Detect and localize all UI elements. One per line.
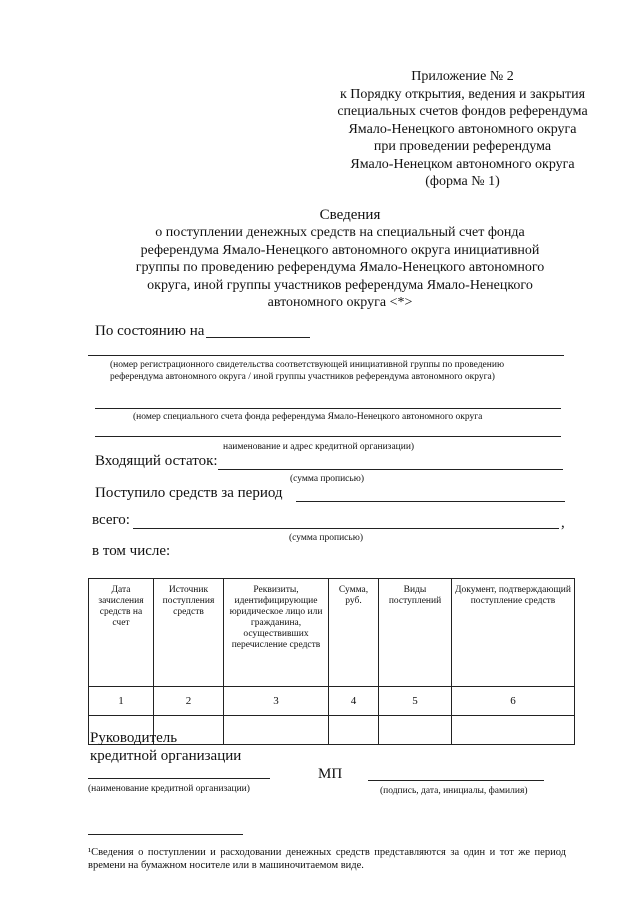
table-header-cell: Виды поступлений: [379, 579, 452, 687]
received-label: Поступило средств за период: [95, 485, 283, 501]
column-number: 3: [224, 687, 329, 716]
account-caption: (номер специального счета фонда референдума Ямало-Ненецкого автономного округа: [133, 412, 483, 422]
appendix-line: Ямало-Ненецком автономного округа: [350, 156, 575, 172]
bank-name-field[interactable]: [95, 436, 561, 437]
signature-head-label: Руководитель: [90, 730, 178, 746]
signature-head-label: кредитной организации: [90, 748, 242, 764]
intro-line: автономного округа <*>: [267, 295, 413, 310]
including-label: в том числе:: [92, 543, 171, 559]
registration-number-field[interactable]: [88, 355, 564, 356]
sum-words-caption: (сумма прописью): [290, 474, 364, 484]
column-number: 2: [154, 687, 224, 716]
opening-balance-label: Входящий остаток:: [95, 453, 218, 469]
opening-balance-field[interactable]: [218, 469, 563, 470]
signature-caption: (подпись, дата, инициалы, фамилия): [380, 786, 528, 796]
intro-line: о поступлении денежных средств на специальный счет фонда: [155, 225, 525, 240]
table-cell[interactable]: [224, 716, 329, 745]
appendix-line: (форма № 1): [425, 174, 500, 189]
total-comma: ,: [561, 515, 565, 531]
registration-caption: референдума автономного округа / иной группы участников референдума автономного округа): [110, 372, 495, 382]
footnote: ¹Сведения о поступлении и расходовании денежных средств представляются за один и тот же период времени на бумажном носителе или в машиночитаемом виде.: [88, 847, 566, 871]
intro-line: референдума Ямало-Ненецкого автономного округа инициативной: [140, 242, 540, 258]
intro-line: группы по проведению референдума Ямало-Ненецкого автономного: [135, 260, 545, 275]
table-number-row: [89, 687, 575, 716]
table-cell[interactable]: [329, 716, 379, 745]
account-number-field[interactable]: [95, 408, 561, 409]
appendix-line: Приложение № 2: [411, 69, 514, 84]
receipts-table: [88, 578, 575, 745]
document-intro: [95, 224, 585, 312]
organization-name-field[interactable]: [88, 778, 270, 779]
column-number: 4: [329, 687, 379, 716]
intro-line: округа, иной группы участников референдума Ямало-Ненецкого: [147, 277, 533, 293]
as-of-label: По состоянию на: [95, 323, 205, 339]
appendix-line: при проведении референдума: [373, 139, 552, 154]
column-number: 5: [379, 687, 452, 716]
column-number: 6: [452, 687, 575, 716]
table-header-cell: Документ, подтверждающий поступление средств: [452, 579, 575, 687]
signature-field[interactable]: [368, 780, 544, 781]
table-header-row: [89, 579, 575, 687]
sum-words-caption: (сумма прописью): [289, 533, 363, 543]
organization-caption: (наименование кредитной организации): [88, 784, 250, 794]
footnote-divider: [88, 834, 243, 835]
table-header-cell: Сумма, руб.: [329, 579, 379, 687]
registration-caption: (номер регистрационного свидетельства соответствующей инициативной группы по проведению: [110, 360, 505, 370]
column-number: 1: [89, 687, 154, 716]
table-header-cell: Дата зачисления средств на счет: [89, 579, 154, 687]
stamp-label: МП: [318, 766, 343, 782]
received-period-field[interactable]: [296, 501, 565, 502]
appendix-line: к Порядку открытия, ведения и закрытия: [339, 86, 586, 102]
appendix-header: [300, 68, 625, 191]
table-cell[interactable]: [452, 716, 575, 745]
appendix-line: специальных счетов фондов референдума: [337, 104, 588, 119]
total-sum-field[interactable]: [133, 528, 559, 529]
as-of-date-field[interactable]: [206, 337, 310, 338]
table-cell[interactable]: [379, 716, 452, 745]
total-label: всего:: [92, 512, 130, 528]
document-title: Сведения: [319, 207, 381, 223]
table-header-cell: Источник поступления средств: [154, 579, 224, 687]
appendix-line: Ямало-Ненецкого автономного округа: [348, 121, 577, 137]
bank-caption: наименование и адрес кредитной организации): [223, 442, 415, 452]
table-header-cell: Реквизиты, идентифицирующие юридическое лицо или гражданина, осуществивших перечисление средств: [224, 579, 329, 687]
